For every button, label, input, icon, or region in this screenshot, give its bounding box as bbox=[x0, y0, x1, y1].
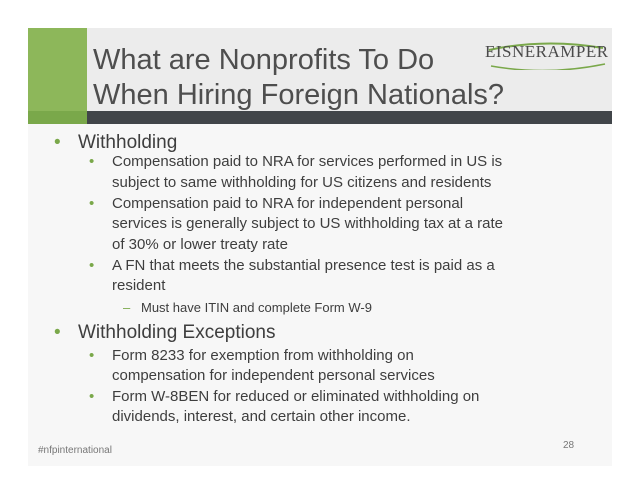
divider-accent bbox=[28, 111, 87, 124]
bullet-icon: • bbox=[89, 388, 95, 405]
section-heading: Withholding Exceptions bbox=[78, 322, 276, 343]
bullet-line: services is generally subject to US withholding tax at a rate bbox=[112, 215, 504, 232]
bullet-line: compensation for independent personal services bbox=[112, 367, 435, 384]
slide-title bbox=[93, 43, 523, 113]
title-divider-bar bbox=[28, 111, 612, 124]
bullet-line: A FN that meets the substantial presence test is paid as a bbox=[112, 257, 495, 274]
bullet-icon: • bbox=[89, 153, 95, 170]
title-line-2: When Hiring Foreign Nationals? bbox=[93, 79, 505, 111]
footer-hashtag: #nfpinternational bbox=[38, 445, 112, 456]
bullet-icon: • bbox=[54, 322, 61, 343]
bullet-line: Compensation paid to NRA for independent personal bbox=[112, 195, 464, 212]
bullet-line: dividends, interest, and certain other income. bbox=[112, 408, 411, 425]
slide bbox=[28, 28, 612, 466]
bullet-icon: • bbox=[89, 257, 95, 274]
sub-bullet: Must have ITIN and complete Form W-9 bbox=[141, 300, 372, 315]
bullet-line: subject to same withholding for US citizens and residents bbox=[112, 174, 492, 191]
bullet-icon: • bbox=[89, 195, 95, 212]
bullet-line: resident bbox=[112, 277, 166, 294]
bullet-line: Form 8233 for exemption from withholding on bbox=[112, 347, 414, 364]
page-number: 28 bbox=[563, 440, 575, 451]
eisneramper-logo bbox=[485, 36, 607, 70]
logo-text: EISNERAMPER bbox=[485, 42, 609, 61]
bullet-line: Compensation paid to NRA for services performed in US is bbox=[112, 153, 503, 170]
bullet-icon: • bbox=[54, 132, 61, 153]
title-band bbox=[28, 28, 612, 111]
section-heading: Withholding bbox=[78, 132, 178, 153]
title-line-1: What are Nonprofits To Do bbox=[93, 44, 435, 76]
dash-icon: – bbox=[123, 300, 131, 315]
bullet-line: Form W-8BEN for reduced or eliminated withholding on bbox=[112, 388, 480, 405]
bullet-line: of 30% or lower treaty rate bbox=[112, 236, 288, 253]
accent-block bbox=[28, 28, 87, 111]
bullet-icon: • bbox=[89, 347, 95, 364]
